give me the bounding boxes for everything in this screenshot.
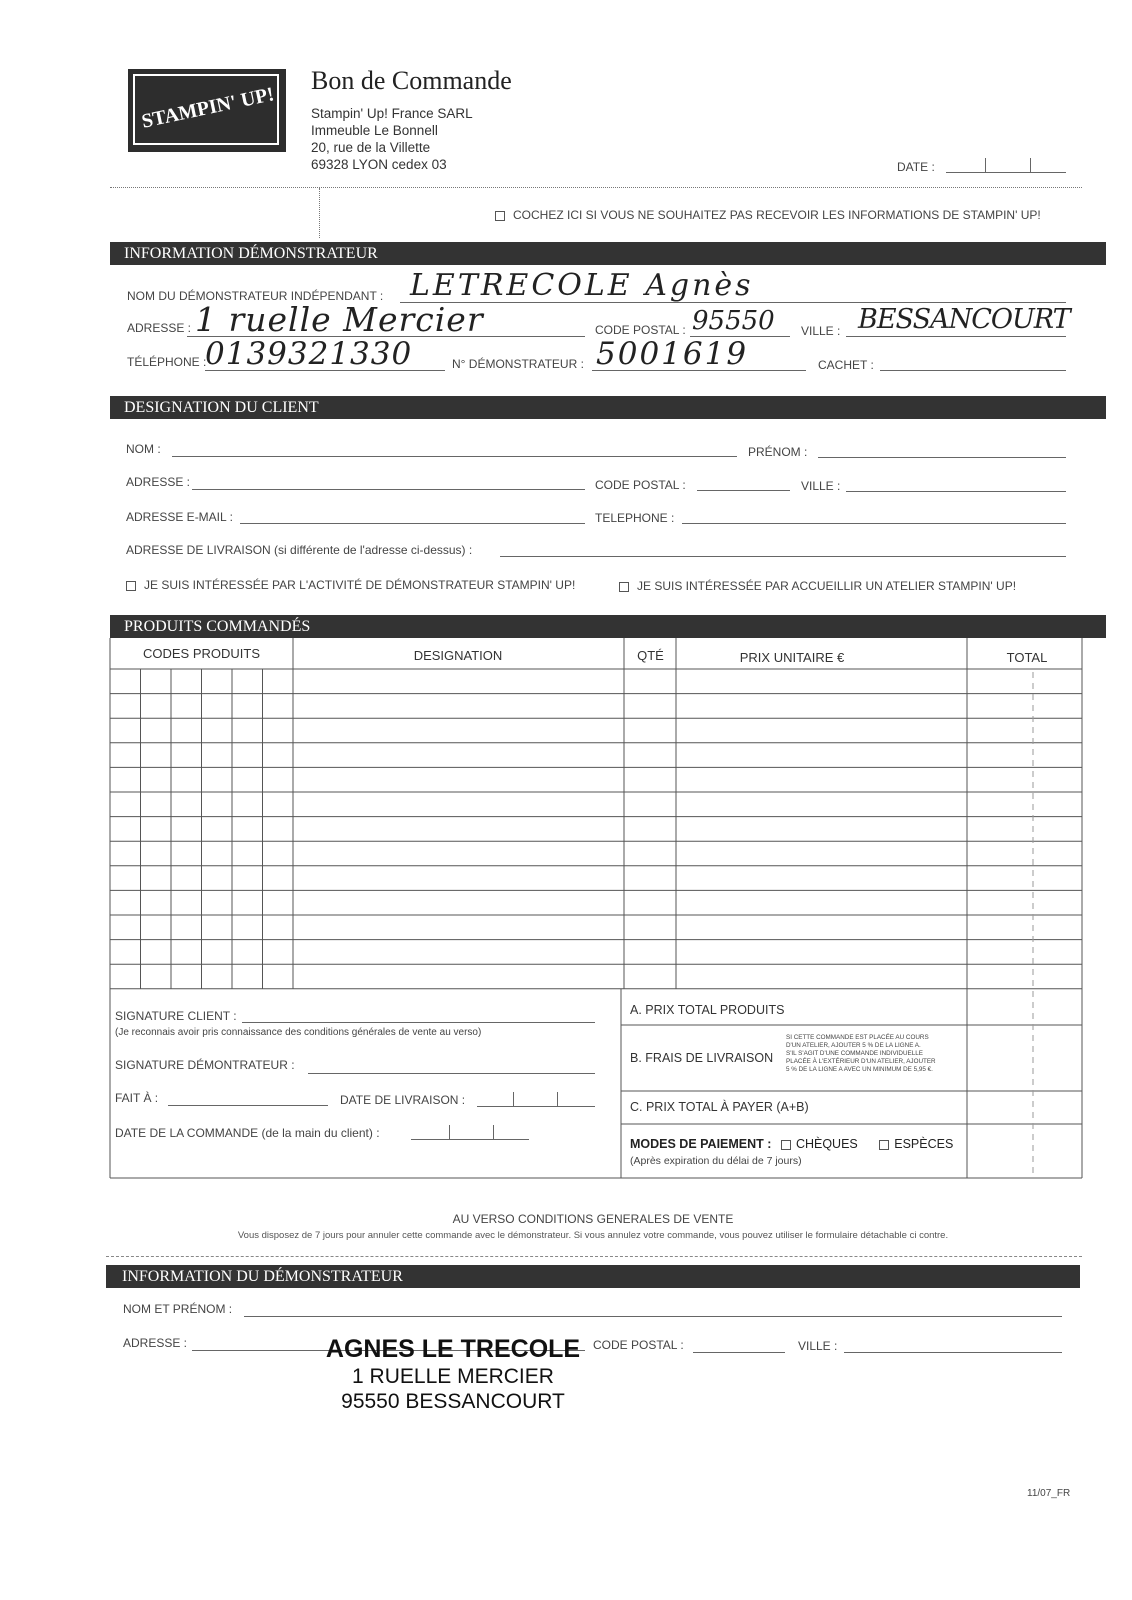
- col-qty-header: QTÉ: [637, 648, 664, 663]
- client-name-label: NOM :: [126, 442, 161, 456]
- delivery-date-field[interactable]: [477, 1106, 595, 1107]
- demo-signature-label: SIGNATURE DÉMONTRATEUR :: [115, 1058, 295, 1072]
- client-address-label: ADRESSE :: [126, 475, 191, 489]
- optout-checkbox-row[interactable]: COCHEZ ICI SI VOUS NE SOUHAITEZ PAS RECEVOIR LES INFORMATIONS DE STAMPIN' UP!: [495, 208, 1041, 222]
- demo-number-label: N° DÉMONSTRATEUR :: [452, 357, 584, 371]
- client-check1-row[interactable]: JE SUIS INTÉRESSÉE PAR L'ACTIVITÉ DE DÉMONSTRATEUR STAMPIN' UP!: [126, 578, 575, 592]
- cheques-checkbox[interactable]: [781, 1140, 791, 1150]
- col-total-header: TOTAL: [1006, 650, 1048, 665]
- demo-postal-label: CODE POSTAL :: [595, 323, 686, 337]
- client-signature-note: (Je reconnais avoir pris connaissance des conditions générales de vente au verso): [115, 1027, 482, 1038]
- verso-title: AU VERSO CONDITIONS GENERALES DE VENTE: [452, 1212, 734, 1226]
- col-codes-header: CODES PRODUITS: [142, 646, 260, 661]
- especes-checkbox[interactable]: [879, 1140, 889, 1150]
- made-at-field[interactable]: [168, 1105, 328, 1106]
- demo-signature-field[interactable]: [308, 1073, 595, 1074]
- demo-postal-value: 95550: [692, 306, 775, 336]
- total-a-label: A. PRIX TOTAL PRODUITS: [630, 1003, 785, 1017]
- demo-address-value: 1 ruelle Mercier: [195, 300, 484, 339]
- address-stamp: AGNES LE TRECOLE 1 RUELLE MERCIER 95550 BESSANCOURT: [325, 1335, 581, 1413]
- footer-postal-label: CODE POSTAL :: [593, 1338, 684, 1352]
- demo-phone-label: TÉLÉPHONE :: [127, 355, 207, 369]
- payment-note: (Après expiration du délai de 7 jours): [630, 1155, 802, 1167]
- demo-city-label: VILLE :: [801, 324, 841, 338]
- page-title: Bon de Commande: [311, 66, 512, 95]
- client-firstname-label: PRÉNOM :: [748, 445, 808, 459]
- section-products: PRODUITS COMMANDÉS: [110, 615, 1106, 638]
- footer-address-label: ADRESSE :: [123, 1336, 188, 1350]
- footer-city-field[interactable]: [844, 1352, 1062, 1353]
- logo-text: STAMPIN' UP!: [139, 83, 277, 133]
- demo-number-value: 5001619: [596, 336, 749, 372]
- demo-name-label: NOM DU DÉMONSTRATEUR INDÉPENDANT :: [127, 289, 384, 303]
- client-email-label: ADRESSE E-MAIL :: [126, 510, 233, 524]
- footer-name-label: NOM ET PRÉNOM :: [123, 1302, 233, 1316]
- company-address: Stampin' Up! France SARL Immeuble Le Bonnell 20, rue de la Villette 69328 LYON cedex 03: [311, 106, 473, 172]
- client-check2-row[interactable]: JE SUIS INTÉRESSÉE PAR ACCUEILLIR UN ATELIER STAMPIN' UP!: [619, 579, 1016, 593]
- section-demonstrator-footer: INFORMATION DU DÉMONSTRATEUR: [106, 1265, 1080, 1288]
- client-signature-field[interactable]: [242, 1022, 595, 1023]
- client-phone-label: TELEPHONE :: [595, 511, 675, 525]
- client-signature-label: SIGNATURE CLIENT :: [115, 1009, 237, 1023]
- tear-line: [106, 1256, 1082, 1257]
- total-c-label: C. PRIX TOTAL À PAYER (A+B): [630, 1100, 809, 1114]
- demo-address-label: ADRESSE :: [127, 321, 192, 335]
- footer-name-field[interactable]: [244, 1316, 1062, 1317]
- order-date-field[interactable]: [411, 1139, 529, 1140]
- demo-city-value: BESSANCOURT: [858, 304, 1070, 335]
- made-at-label: FAIT À :: [115, 1091, 159, 1105]
- cancel-notice: Vous disposez de 7 jours pour annuler cette commande avec le démonstrateur. Si vous annulez votre commande, vous pouvez utiliser le formulaire détachable ci contre.: [237, 1230, 949, 1241]
- footer-postal-field[interactable]: [693, 1352, 785, 1353]
- total-b-label: B. FRAIS DE LIVRAISON: [630, 1051, 774, 1065]
- col-designation-header: DESIGNATION: [413, 648, 503, 663]
- date-label: DATE :: [897, 160, 935, 174]
- col-unit-price-header: PRIX UNITAIRE €: [739, 650, 845, 665]
- footer-city-label: VILLE :: [798, 1339, 838, 1353]
- client-delivery-label: ADRESSE DE LIVRAISON (si différente de l'adresse ci-dessus) :: [126, 543, 473, 557]
- section-client: DESIGNATION DU CLIENT: [110, 396, 1106, 419]
- payment-row: MODES DE PAIEMENT : CHÈQUES ESPÈCES: [630, 1137, 954, 1151]
- demo-name-value: LETRECOLE Agnès: [410, 268, 754, 303]
- form-reference: 11/07_FR: [1027, 1488, 1071, 1499]
- demo-stamp-label: CACHET :: [818, 358, 874, 372]
- client-postal-label: CODE POSTAL :: [595, 478, 686, 492]
- section-demonstrator: INFORMATION DÉMONSTRATEUR: [110, 242, 1106, 265]
- total-b-note: SI CETTE COMMANDE EST PLACÉE AU COURS D'UN ATELIER, AJOUTER 5 % DE LA LIGNE A. S'IL S'AGIT D'UNE COMMANDE INDIVIDUELLE PLACÉE À L'EXTÉRIEUR D'UN ATELIER, AJOUTER 5 % DE LA LIGNE A AVEC UN MINIMUM DE 5,95 €.: [786, 1034, 936, 1073]
- client-city-label: VILLE :: [801, 479, 841, 493]
- delivery-date-label: DATE DE LIVRAISON :: [340, 1093, 466, 1107]
- demo-phone-value: 0139321330: [205, 336, 413, 372]
- order-date-label: DATE DE LA COMMANDE (de la main du client) :: [115, 1126, 380, 1140]
